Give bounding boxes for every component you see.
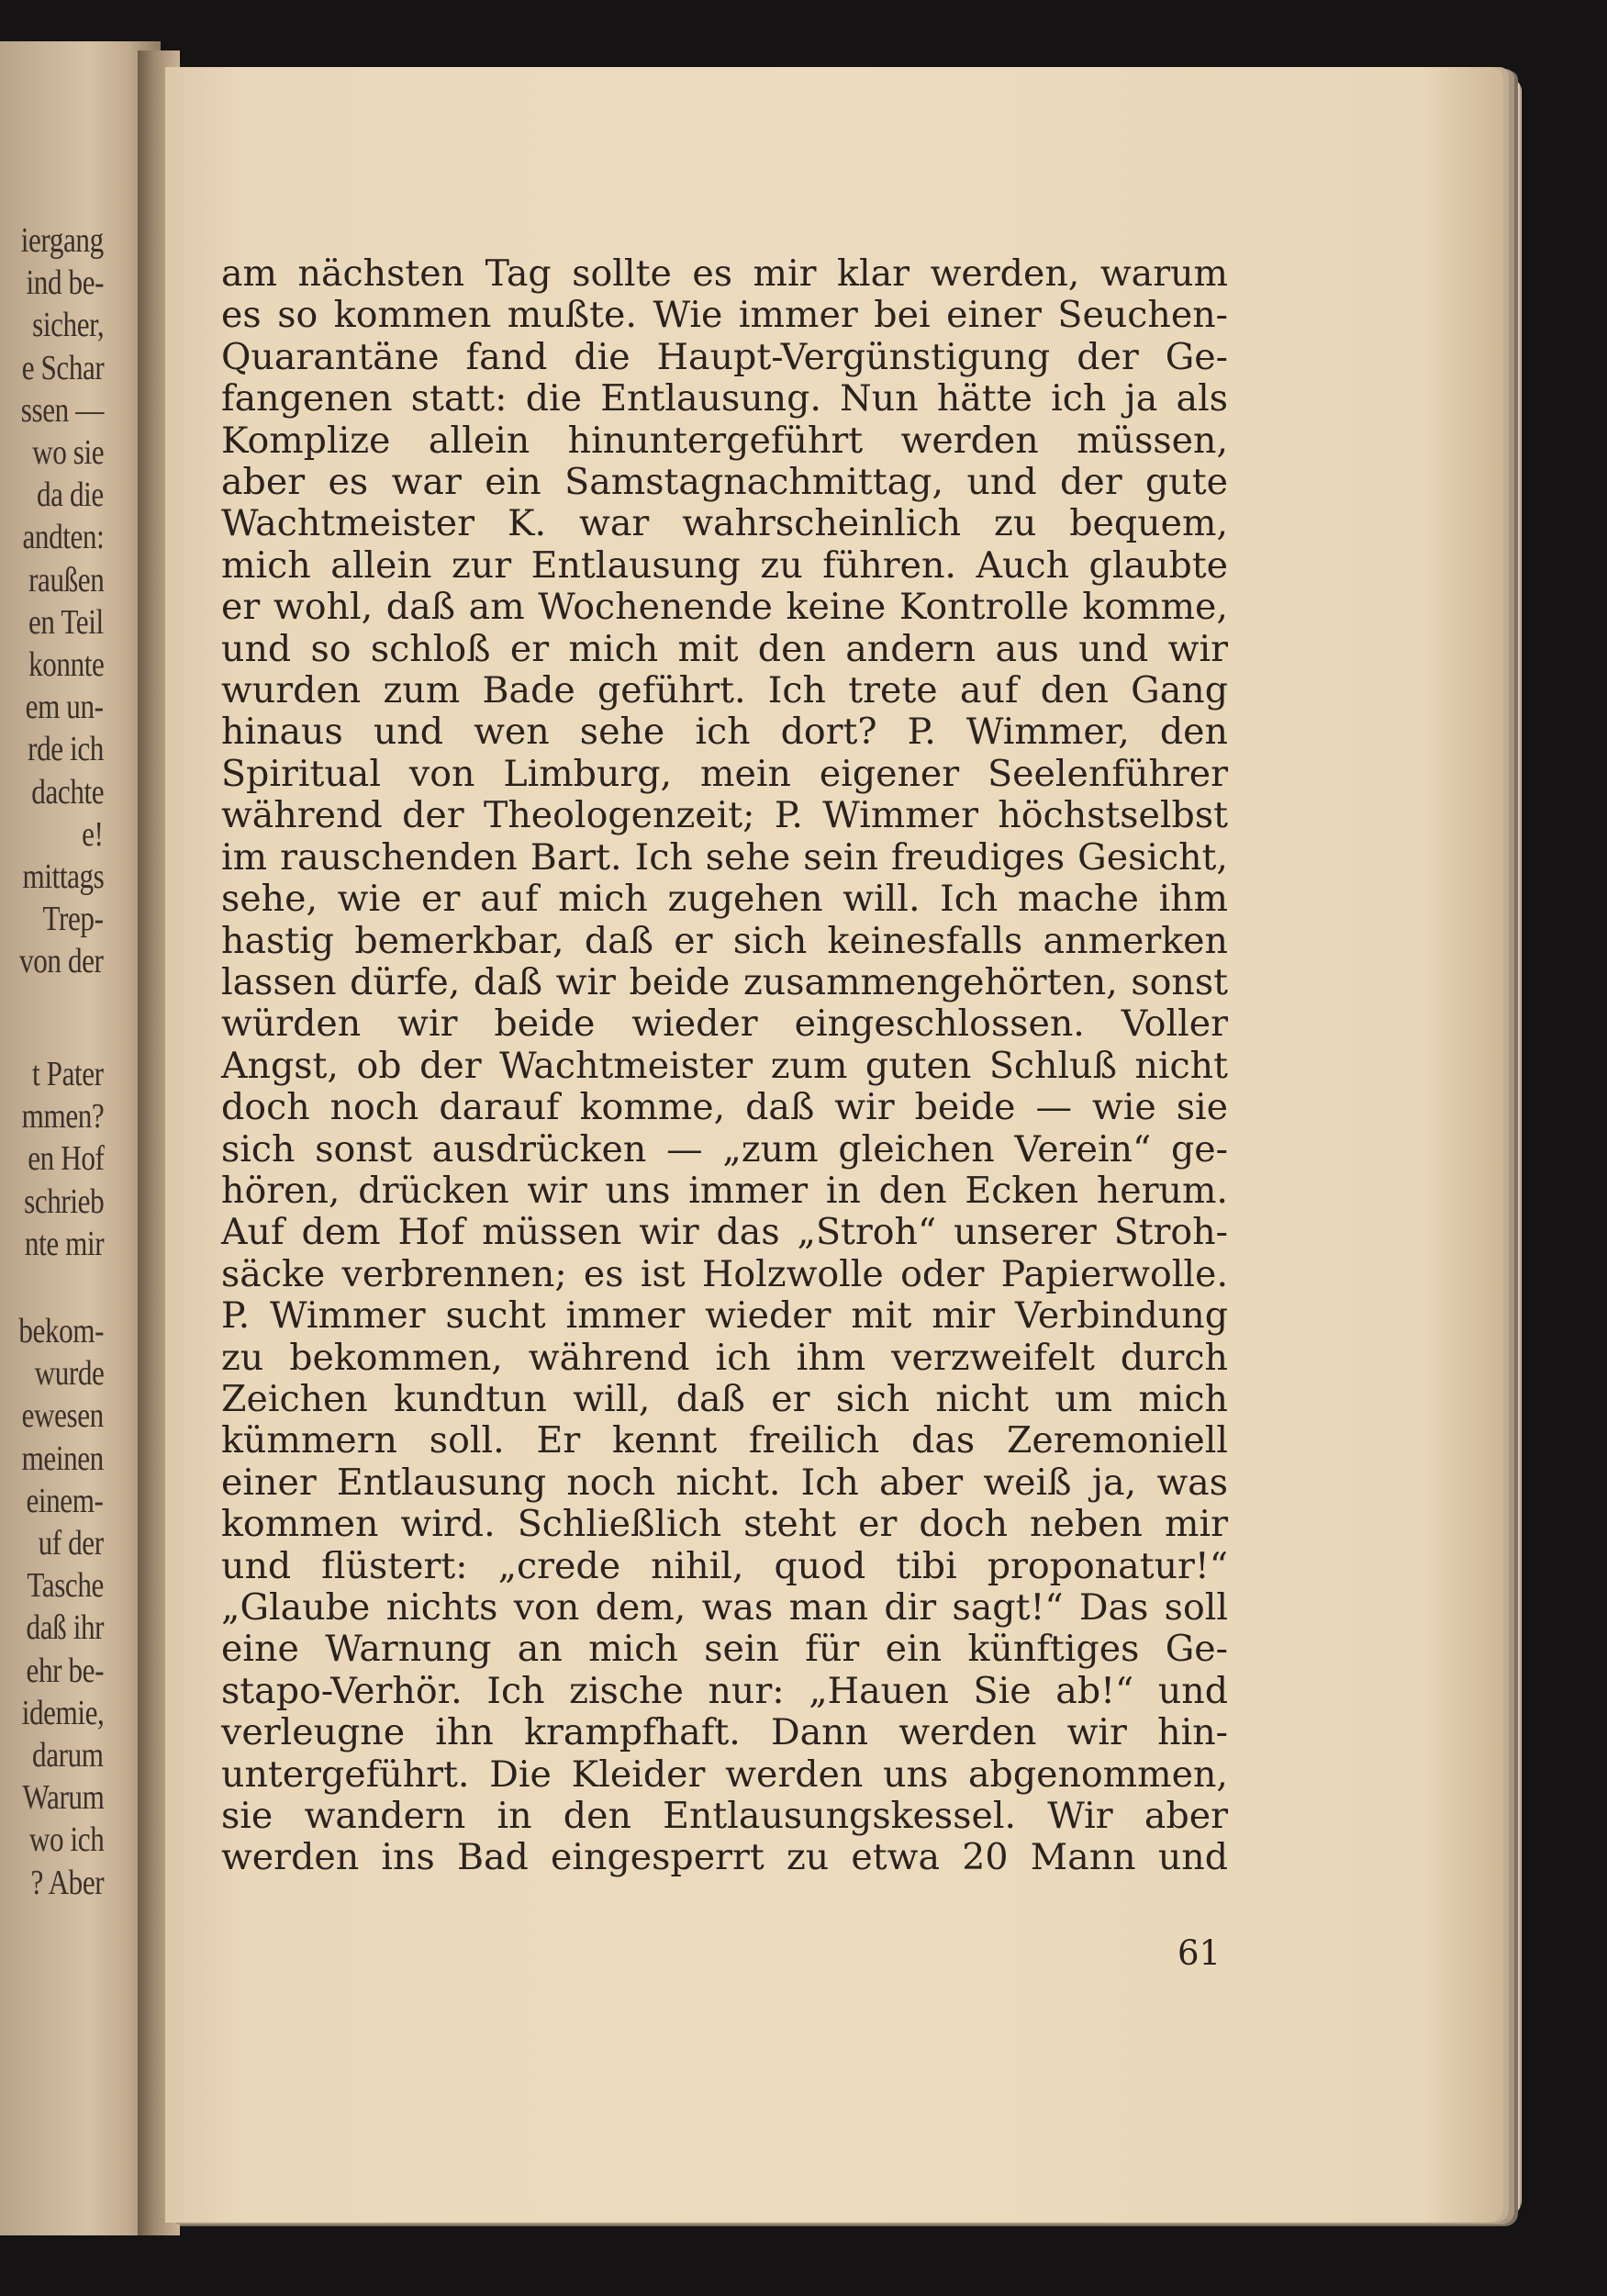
left-page-fragment: Trep- [42, 900, 104, 939]
text-line: Auf dem Hof müssen wir das „Stroh“ unserer Stroh- [221, 1211, 1228, 1254]
left-page-fragment: konnte [28, 645, 104, 684]
text-line: Spiritual von Limburg, mein eigener Seelenführer [221, 752, 1228, 795]
left-page-fragment: en Teil [28, 602, 104, 642]
left-page-fragment: e Schar [21, 348, 104, 387]
left-page-fragment: mittags [22, 857, 104, 896]
text-line: verleugne ihn krampfhaft. Dann werden wir hin- [221, 1711, 1228, 1754]
text-line: eine Warnung an mich sein für ein künftiges Ge- [221, 1628, 1228, 1671]
text-line: Angst, ob der Wachtmeister zum guten Schluß nicht [221, 1044, 1228, 1087]
left-page-fragment: mmen? [21, 1097, 104, 1137]
left-page-fragment: em un- [26, 688, 104, 727]
text-line: untergeführt. Die Kleider werden uns abgenommen, [221, 1753, 1228, 1796]
left-page-fragment: uf der [38, 1524, 104, 1562]
left-page-fragment: rde ich [28, 730, 104, 769]
text-line: einer Entlausung noch nicht. Ich aber weiß ja, was [221, 1461, 1228, 1504]
text-line: lassen dürfe, daß wir beide zusammengehörten, sonst [221, 960, 1228, 1003]
text-line: sehe, wie er auf mich zugehen will. Ich mache ihm [221, 878, 1228, 921]
left-page-fragment: t Pater [32, 1055, 104, 1093]
text-line: während der Theologenzeit; P. Wimmer höchstselbst [221, 794, 1228, 837]
text-line: sie wandern in den Entlausungskessel. Wir aber [221, 1795, 1228, 1838]
text-line: hastig bemerkbar, daß er sich keinesfalls anmerken [221, 919, 1228, 962]
text-line: Zeichen kundtun will, daß er sich nicht um mich [221, 1377, 1228, 1420]
left-page-fragment: andten: [22, 518, 104, 557]
text-line: Komplize allein hinuntergeführt werden müssen, [221, 419, 1228, 462]
text-line: fangenen statt: die Entlausung. Nun hätte ich ja als [221, 377, 1228, 420]
left-page-fragment: darum [32, 1736, 104, 1775]
text-line: Quarantäne fand die Haupt-Vergünstigung der Ge- [221, 335, 1228, 378]
page-edge-stack [1501, 78, 1522, 2217]
text-line: doch noch darauf komme, daß wir beide — wie sie [221, 1086, 1228, 1129]
text-line: und so schloß er mich mit den andern aus und wir [221, 627, 1228, 670]
text-line: mich allein zur Entlausung zu führen. Auch glaubte [221, 543, 1228, 587]
text-line: „Glaube nichts von dem, was man dir sagt!“ Das soll [221, 1586, 1228, 1629]
left-page-fragment: nte mir [24, 1224, 104, 1263]
left-page-fragment: ind be- [26, 263, 104, 303]
left-page-fragment: bekom- [18, 1312, 104, 1350]
left-page-fragment: wo ich [28, 1820, 104, 1860]
left-page-fragment: e! [82, 814, 104, 854]
text-line: hören, drücken wir uns immer in den Ecken herum. [221, 1169, 1228, 1212]
left-page-fragment: dachte [31, 772, 104, 812]
text-line: und flüstert: „crede nihil, quod tibi proponatur!“ [221, 1544, 1228, 1587]
left-page-fragment: schrieb [23, 1182, 104, 1221]
text-line: säcke verbrennen; es ist Holzwolle oder Papierwolle. [221, 1252, 1228, 1295]
left-page-fragment: iergang [20, 221, 104, 260]
left-page-fragment: ssen — [20, 390, 104, 430]
left-page-fragment: daß ihr [26, 1608, 104, 1648]
text-line: werden ins Bad eingesperrt zu etwa 20 Mann und [221, 1836, 1228, 1879]
text-line: sich sonst ausdrücken — „zum gleichen Verein“ ge- [221, 1127, 1228, 1170]
left-page-fragment: en Hof [27, 1139, 104, 1179]
text-line: es so kommen mußte. Wie immer bei einer Seuchen- [221, 294, 1228, 337]
left-page-fragment: ewesen [21, 1396, 104, 1436]
left-page-fragment: wo sie [31, 433, 104, 472]
text-line: Wachtmeister K. war wahrscheinlich zu bequem, [221, 502, 1228, 545]
left-page-fragment: Warum [22, 1778, 104, 1818]
left-page-fragment: ? Aber [30, 1863, 104, 1902]
text-line: zu bekommen, während ich ihm verzweifelt durch [221, 1336, 1228, 1379]
left-page-fragment: idemie, [21, 1693, 104, 1732]
text-line: aber es war ein Samstagnachmittag, und der gute [221, 461, 1228, 504]
left-page-fragment: ehr be- [26, 1651, 104, 1690]
left-page-fragment: da die [37, 476, 104, 515]
text-line: stapo-Verhör. Ich zische nur: „Hauen Sie ab!“ und [221, 1669, 1228, 1712]
left-page-fragment: Tasche [27, 1566, 104, 1606]
text-line: wurden zum Bade geführt. Ich trete auf den Gang [221, 669, 1228, 712]
text-line: kommen wird. Schließlich steht er doch neben mir [221, 1503, 1228, 1546]
text-line: würden wir beide wieder eingeschlossen. Voller [221, 1002, 1228, 1046]
left-page-fragment: wurde [34, 1354, 104, 1394]
left-page-fragment: sicher, [31, 306, 104, 345]
text-line: hinaus und wen sehe ich dort? P. Wimmer, den [221, 711, 1228, 754]
left-page [0, 41, 161, 2235]
text-line: am nächsten Tag sollte es mir klar werden, warum [221, 252, 1228, 295]
left-page-fragment: raußen [28, 560, 104, 599]
page-number: 61 [1177, 1933, 1222, 1973]
left-page-fragment: einem- [26, 1481, 104, 1520]
left-page-fragment: von der [19, 942, 104, 981]
text-line: er wohl, daß am Wochenende keine Kontrolle komme, [221, 586, 1228, 629]
body-text [221, 253, 1228, 1879]
left-page-fragment: meinen [21, 1439, 104, 1478]
text-line: im rauschenden Bart. Ich sehe sein freudiges Gesicht, [221, 835, 1228, 879]
text-line: kümmern soll. Er kennt freilich das Zeremoniell [221, 1419, 1228, 1462]
text-line: P. Wimmer sucht immer wieder mit mir Verbindung [221, 1294, 1228, 1338]
